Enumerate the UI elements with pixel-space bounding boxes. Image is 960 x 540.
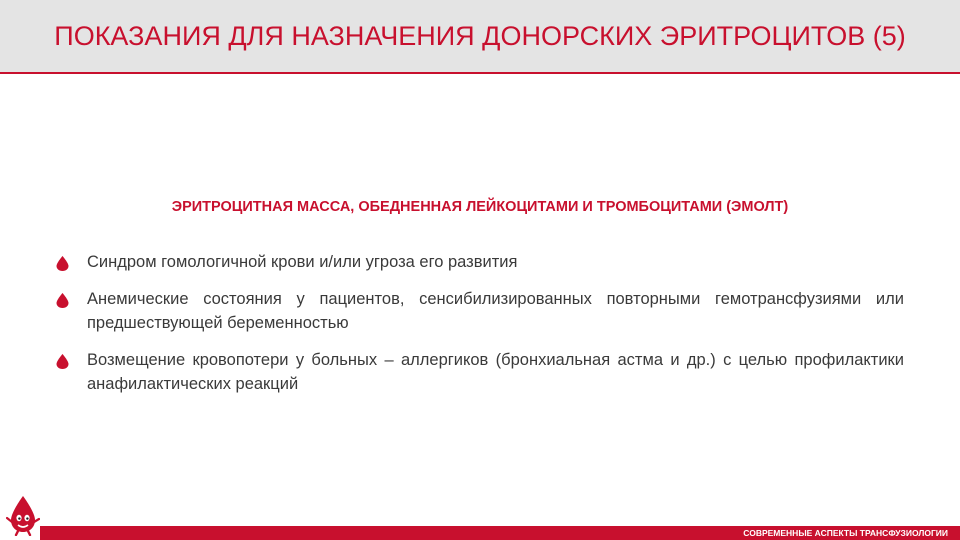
list-item [56,250,904,274]
blood-drop-mascot-icon [6,494,40,536]
list-item [56,287,904,335]
footer-caption: СОВРЕМЕННЫЕ АСПЕКТЫ ТРАНСФУЗИОЛОГИИ [743,528,948,538]
blood-drop-icon [56,256,69,271]
blood-drop-icon [56,293,69,308]
list-item-text: Синдром гомологичной крови и/или угроза его развития [87,253,518,271]
footer-bar [40,526,960,540]
list-item-text: Возмещение кровопотери у больных – аллергиков (бронхиальная астма и др.) с целью профилактики анафилактических реакций [87,351,904,393]
list-item-text: Анемические состояния у пациентов, сенсибилизированных повторными гемотрансфузиями или предшествующей беременностью [87,290,904,332]
blood-drop-icon [56,354,69,369]
section-subtitle: ЭРИТРОЦИТНАЯ МАССА, ОБЕДНЕННАЯ ЛЕЙКОЦИТАМИ И ТРОМБОЦИТАМИ (ЭМОЛТ) [171,199,789,215]
page-title: ПОКАЗАНИЯ ДЛЯ НАЗНАЧЕНИЯ ДОНОРСКИХ ЭРИТРОЦИТОВ (5) [54,20,906,51]
list-item [56,348,904,396]
indications-list [56,250,904,396]
title-bar [0,0,960,74]
